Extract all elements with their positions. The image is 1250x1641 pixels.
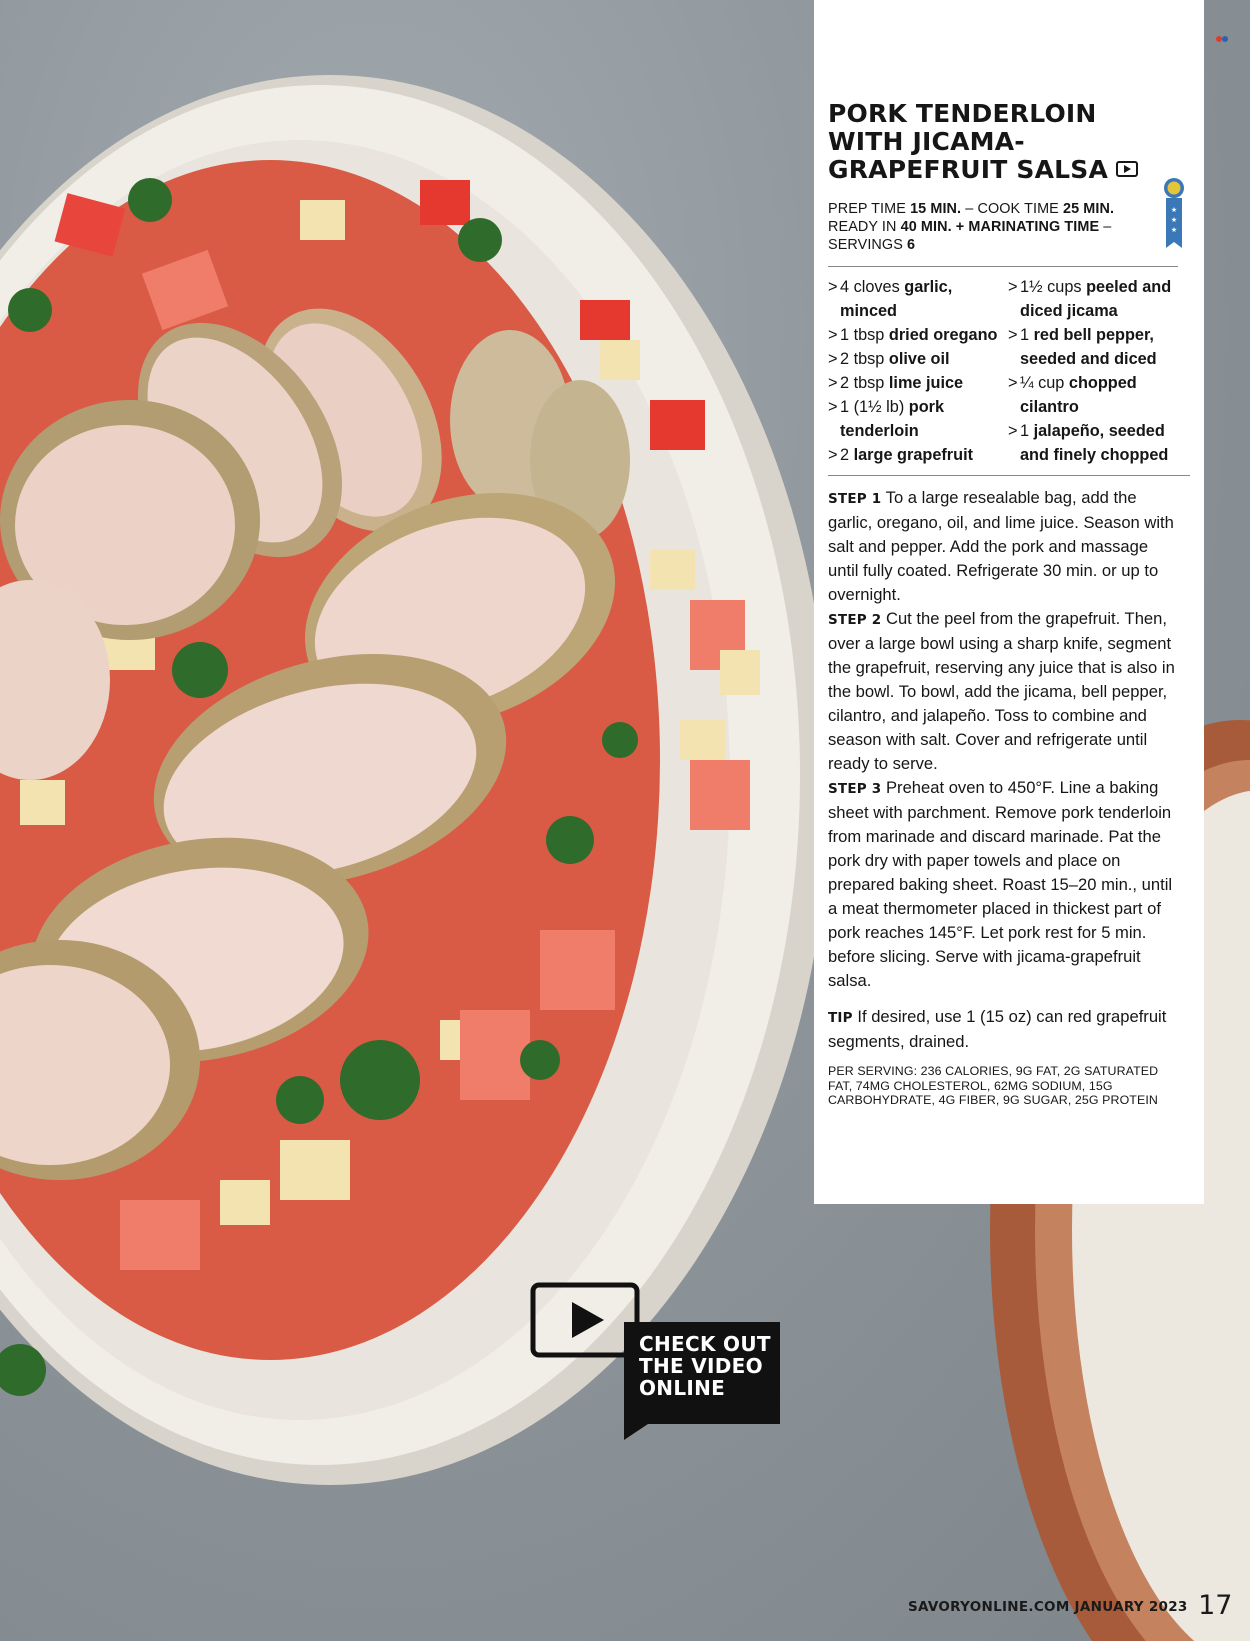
svg-text:★: ★ — [1170, 207, 1178, 214]
ingredient-item: > 1 tbsp dried oregano — [828, 326, 998, 344]
recipe-card — [814, 0, 1204, 1204]
step-label: STEP 3 — [828, 781, 882, 797]
servings-label: – SERVINGS — [828, 219, 1112, 253]
page-footer — [908, 1590, 1233, 1621]
recipe-title-line: PORK TENDERLOIN — [828, 99, 1097, 128]
ingredients-column-left — [828, 275, 1008, 467]
prep-label: PREP TIME — [828, 201, 906, 217]
cook-label: – COOK TIME — [965, 201, 1059, 217]
page-number: 17 — [1198, 1590, 1233, 1621]
callout-line: CHECK OUT — [639, 1332, 771, 1356]
svg-text:★: ★ — [1170, 227, 1178, 234]
ingredient-item: > ¼ cup chopped cilantro — [1008, 374, 1137, 416]
cook-value: 25 MIN. — [1062, 201, 1115, 217]
recipe-title — [828, 100, 1176, 184]
ingredient-item: > 2 tbsp lime juice — [828, 374, 964, 392]
brand-mark-icon — [1214, 32, 1230, 46]
tip-label: TIP — [828, 1010, 853, 1026]
recipe-tip — [828, 1005, 1178, 1054]
video-callout[interactable] — [624, 1322, 780, 1424]
callout-line: THE VIDEO — [639, 1354, 763, 1378]
recipe-times — [828, 200, 1178, 267]
footer-text: SAVORYONLINE.COM JANUARY 2023 — [908, 1599, 1188, 1615]
ingredient-item: > 2 tbsp olive oil — [828, 350, 950, 368]
ingredient-item: > 1 jalapeño, seeded and finely chopped — [1008, 422, 1169, 464]
ingredients-column-right — [1008, 275, 1190, 467]
ingredient-item: > 1½ cups peeled and diced jicama — [1008, 278, 1172, 320]
svg-text:★: ★ — [1170, 217, 1178, 224]
step — [828, 607, 1178, 776]
ingredient-item: > 2 large grapefruit — [828, 446, 974, 464]
servings-value: 6 — [907, 237, 916, 253]
award-ribbon-icon — [1162, 176, 1186, 250]
step-text: To a large resealable bag, add the garlic, oregano, oil, and lime juice. Season with salt and pepper. Add the pork and massage until fully coated. Refrigerate 30 min. or up to overnight. — [828, 488, 1174, 604]
ingredients-list — [828, 275, 1190, 476]
nutrition-info: PER SERVING: 236 CALORIES, 9G FAT, 2G SATURATED FAT, 74MG CHOLESTEROL, 62MG SODIUM, 15G CARBOHYDRATE, 4G FIBER, 9G SUGAR, 25G PROTEIN — [828, 1064, 1159, 1107]
callout-line: ONLINE — [639, 1376, 726, 1400]
ready-value: 40 MIN. + MARINATING TIME — [900, 219, 1100, 235]
step-label: STEP 2 — [828, 612, 882, 628]
step-text: Preheat oven to 450°F. Line a baking sheet with parchment. Remove pork tenderloin from marinade and discard marinade. Pat the pork dry with paper towels and place on prepared baking sheet. Roast 15–20 min., until a meat thermometer placed in thickest part of pork reaches 145°F. Let pork rest for 5 min. before slicing. Serve with jicama-grapefruit salsa. — [828, 778, 1173, 990]
tip-text: If desired, use 1 (15 oz) can red grapefruit segments, drained. — [828, 1007, 1167, 1051]
recipe-title-line: WITH JICAMA- — [828, 127, 1025, 156]
ready-label: READY IN — [828, 219, 897, 235]
video-play-icon[interactable] — [1116, 161, 1138, 177]
step — [828, 486, 1178, 607]
step-label: STEP 1 — [828, 491, 882, 507]
recipe-title-line: GRAPEFRUIT SALSA — [828, 156, 1176, 184]
step-text: Cut the peel from the grapefruit. Then, over a large bowl using a sharp knife, segment the grapefruit, reserving any juice that is also in the bowl. To bowl, add the jicama, bell pepper, cilantro, and jalapeño. Toss to combine and season with salt. Cover and refrigerate until ready to serve. — [828, 609, 1175, 773]
ingredient-item: > 1 (1½ lb) pork tenderloin — [828, 398, 945, 440]
step — [828, 776, 1178, 993]
prep-value: 15 MIN. — [910, 201, 962, 217]
ingredient-item: > 4 cloves garlic, minced — [828, 278, 953, 320]
recipe-steps — [828, 486, 1178, 993]
ingredient-item: > 1 red bell pepper, seeded and diced — [1008, 326, 1157, 368]
